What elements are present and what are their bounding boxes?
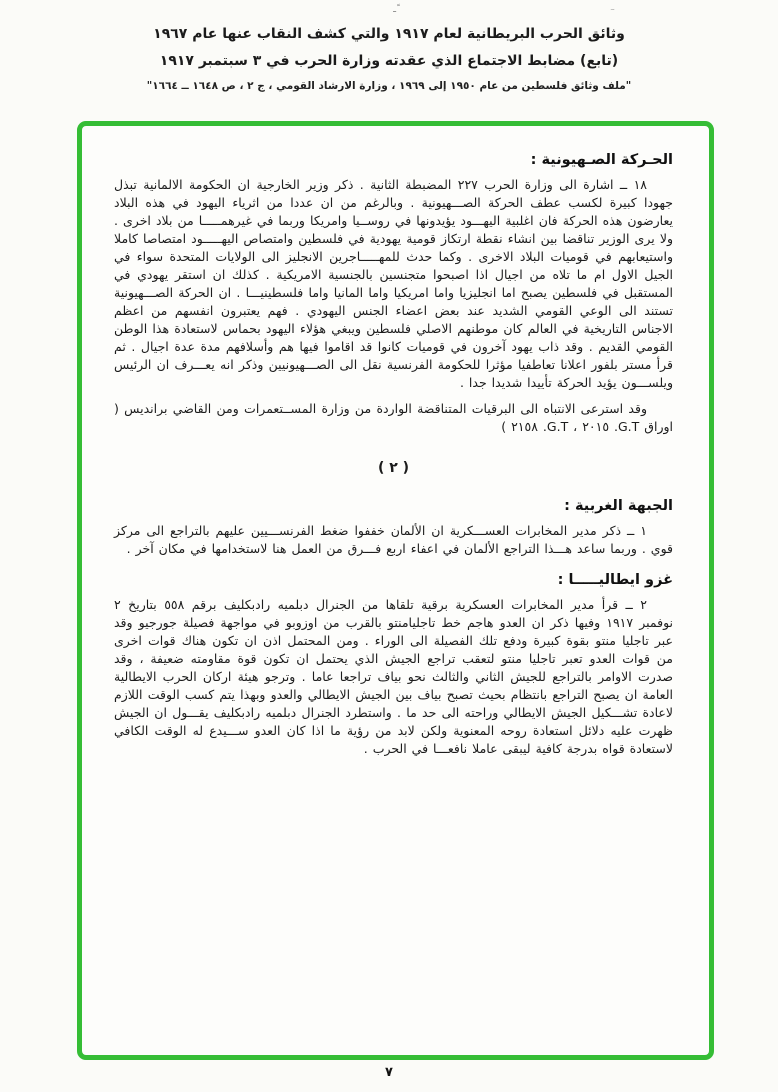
green-annotation-frame bbox=[77, 121, 714, 1060]
section-heading-western-front: الجبهة الغربية : bbox=[564, 498, 673, 514]
paragraph-item-2: ٢ ــ قرأ مدير المخابرات العسكرية برقية تلقاها من الجنرال دبلميه رادبكليف برقم ٥٥٨ بتاريخ ٢ نوفمبر ١٩١٧ وفيها ذكر ان العدو هاجم خط تاجليامنتو بالقرب من اوزوبو في مواجهة فصيلة جورجيو وقد عبر تاجليا منتو بقوة كبيرة ودفع تلك الفصيلة الى الوراء . ومن المحتمل اذن ان تكون هناك قوات اخرى من قوات العدو تعبر تاجليا منتو لتعقب تراجع الجيش الذي يحتمل ان تكون قوة مقاومته ضعيفة ، وقد صدرت الاوامر بالتراجع للجيش الثاني والثالث نحو بياف تراجعا عاما . وترجو هيئة اركان الحرب الايطالية العامة ان يصبح التراجع بانتظام بحيث تصبح بياف بين الجيش الايطالي والعدو وبهذا يتم كسب الوقت اللازم لاعادة تشـــكيل الجيش الايطالي وراحته الى حد ما . واستطرد الجنرال دبلميه رادبكليف يقـــول ان الجيش ظهرت عليه دلائل استعادة روحه المعنوية ولكن لابد من رؤية ما اذا كان العدو ســـيدع له الوقت الكافي لاستعادة قواه بدرجة كافية ليبقى عاملا نافعـــا في الحرب . bbox=[114, 597, 673, 756]
section-number-divider: ( ٢ ) bbox=[377, 460, 410, 476]
page-number: ٧ bbox=[385, 1065, 393, 1080]
section-heading-zionist-movement: الحـركة الصـهيونية : bbox=[530, 152, 673, 168]
document-subtitle: (تابع) مضابط الاجتماع الذي عقدته وزارة الحرب في ٣ سبتمبر ١٩١٧ bbox=[159, 53, 619, 69]
paragraph-telegrams-note: وقد استرعى الانتباه الى البرقيات المتناقضة الواردة من وزارة المســتعمرات ومن القاضي برانديس ( اوراق G.T. ٢٠١٥ ، G.T. ٢١٥٨ ) bbox=[114, 401, 673, 434]
scan-artifact: ًـ bbox=[393, 4, 396, 15]
paragraph-item-1: ١ ــ ذكر مدير المخابرات العســـكرية ان الألمان خففوا ضغط الفرنســـيين عليهم بالتراجع الى مركز قوي . وربما ساعد هـــذا التراجع الألمان في اعفاء اربع فـــرق من العمل هنا لاستخدامها في مكان آخر . bbox=[114, 523, 673, 556]
document-source-citation: "ملف وثائق فلسطين من عام ١٩٥٠ إلى ١٩٦٩ ، وزارة الارشاد القومي ، ج ٢ ، ص ١٦٤٨ ــ ١٦٦٤" bbox=[146, 80, 632, 92]
section-heading-italy-invasion: غزو ايطاليـــــا : bbox=[557, 572, 673, 588]
document-title: وثائق الحرب البريطانية لعام ١٩١٧ والتي كشف النقاب عنها عام ١٩٦٧ bbox=[153, 26, 625, 42]
page-header bbox=[0, 0, 778, 92]
paragraph-item-18: ١٨ ــ اشارة الى وزارة الحرب ٢٢٧ المضبطة الثانية . ذكر وزير الخارجية ان الحكومة الالمانية تبذل جهودا كبيرة لكسب عطف الحركة الصـــهيونية . وبالرغم من ان عددا من اثرياء اليهود في هذه البلاد يعارضون هذه الحركة فان اغلبية اليهـــود يؤيدونها في روســيا وامريكا وربما في غيرهمـــــا من بلاد اخرى . ولا يرى الوزير تناقضا بين انشاء نقطة ارتكاز قومية يهودية في فلسطين وامتصاص اليهـــــود امتصاصا كاملا واستيعابهم في قوميات البلاد الاخرى . وكما حدث للمهـــــاجرين الانجليز الى الولايات المتحدة سواء في الجيل الاول ام ما تلاه من اجيال اذا اصبحوا متجنسين بالجنسية الامريكية . كذلك ان استقر يهودي في المستقبل في فلسطين يصبح اما انجليزيا واما امريكيا واما المانيا واما فلسطينيـــا . ان الحركة الصـــهيونية تستند الى الوعي القومي الشديد عند بعض اعضاء الجنس اليهودي . فهم يعتبرون انفسهم من اعظم الاجناس التاريخية في العالم كان موطنهم الاصلي فلسطين ويبغي هؤلاء اليهود بحماس لاستعادة هذا الوطن القومي القديم . وقد ذاب يهود آخرون في قوميات كانوا قد اقاموا فيها هم وأسلافهم مدة عدة اجيال . ثم قرأ مستر بلفور اعلانا تعاطفيا مؤثرا للحكومة الفرنسية نقل الى الصـــهيونيين وذكر انه يعـــرف ان الرئيس ويلســـون يؤيد الحركة تأييدا شديدا جدا . bbox=[114, 177, 673, 390]
